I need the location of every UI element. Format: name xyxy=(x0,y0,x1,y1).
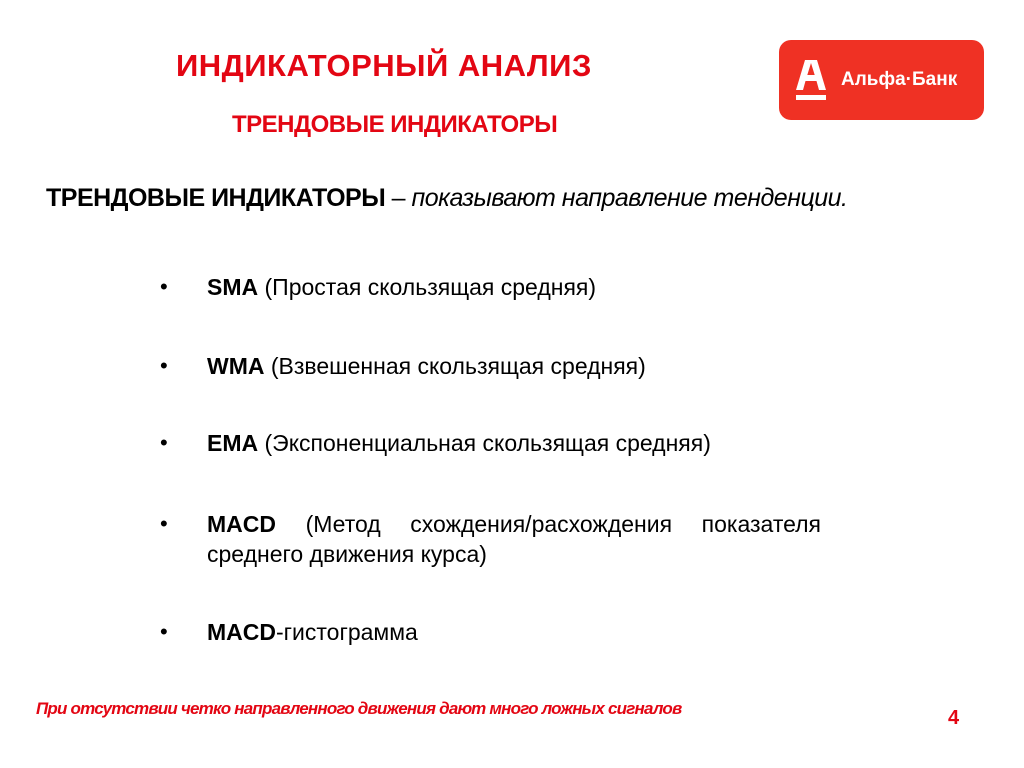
definition-separator: – xyxy=(385,184,412,212)
indicator-desc: (Метод схождения/расхождения показателя среднего движения курса) xyxy=(207,511,821,567)
list-item-content xyxy=(207,351,827,381)
bullet-icon: • xyxy=(160,511,168,536)
page-subtitle: ТРЕНДОВЫЕ ИНДИКАТОРЫ xyxy=(232,111,558,138)
indicator-desc: (Простая скользящая средняя) xyxy=(258,274,597,300)
indicator-abbr: EMA xyxy=(207,430,259,456)
list-item-content xyxy=(207,428,827,458)
indicator-abbr: WMA xyxy=(207,353,265,379)
footnote: При отсутствии четко направленного движения дают много ложных сигналов xyxy=(36,699,682,718)
alfa-bank-logo xyxy=(779,40,984,120)
indicator-abbr: SMA xyxy=(207,274,259,300)
definition xyxy=(46,184,848,213)
indicator-desc: (Взвешенная скользящая средняя) xyxy=(264,353,646,379)
logo-text: Альфа·Банк xyxy=(841,69,958,90)
list-item xyxy=(160,617,827,647)
bullet-icon: • xyxy=(160,353,168,378)
list-item-content xyxy=(207,617,827,647)
definition-term: ТРЕНДОВЫЕ ИНДИКАТОРЫ xyxy=(46,184,386,212)
bullet-icon: • xyxy=(160,430,168,455)
indicator-abbr: MACD xyxy=(207,619,276,645)
alfa-bank-a-logo-icon xyxy=(795,56,827,104)
page-title: ИНДИКАТОРНЫЙ АНАЛИЗ xyxy=(176,48,592,83)
list-item-content xyxy=(207,272,827,302)
indicator-desc: -гистограмма xyxy=(276,619,418,645)
bullet-icon: • xyxy=(160,619,168,644)
list-item xyxy=(160,272,827,302)
list-item-content xyxy=(207,509,821,569)
indicator-abbr: MACD xyxy=(207,511,276,537)
list-item xyxy=(160,428,827,458)
list-item xyxy=(160,509,821,569)
list-item xyxy=(160,351,827,381)
definition-description: показывают направление тенденции. xyxy=(411,184,848,212)
page-number: 4 xyxy=(948,707,960,729)
indicator-desc: (Экспоненциальная скользящая средняя) xyxy=(258,430,711,456)
bullet-icon: • xyxy=(160,274,168,299)
